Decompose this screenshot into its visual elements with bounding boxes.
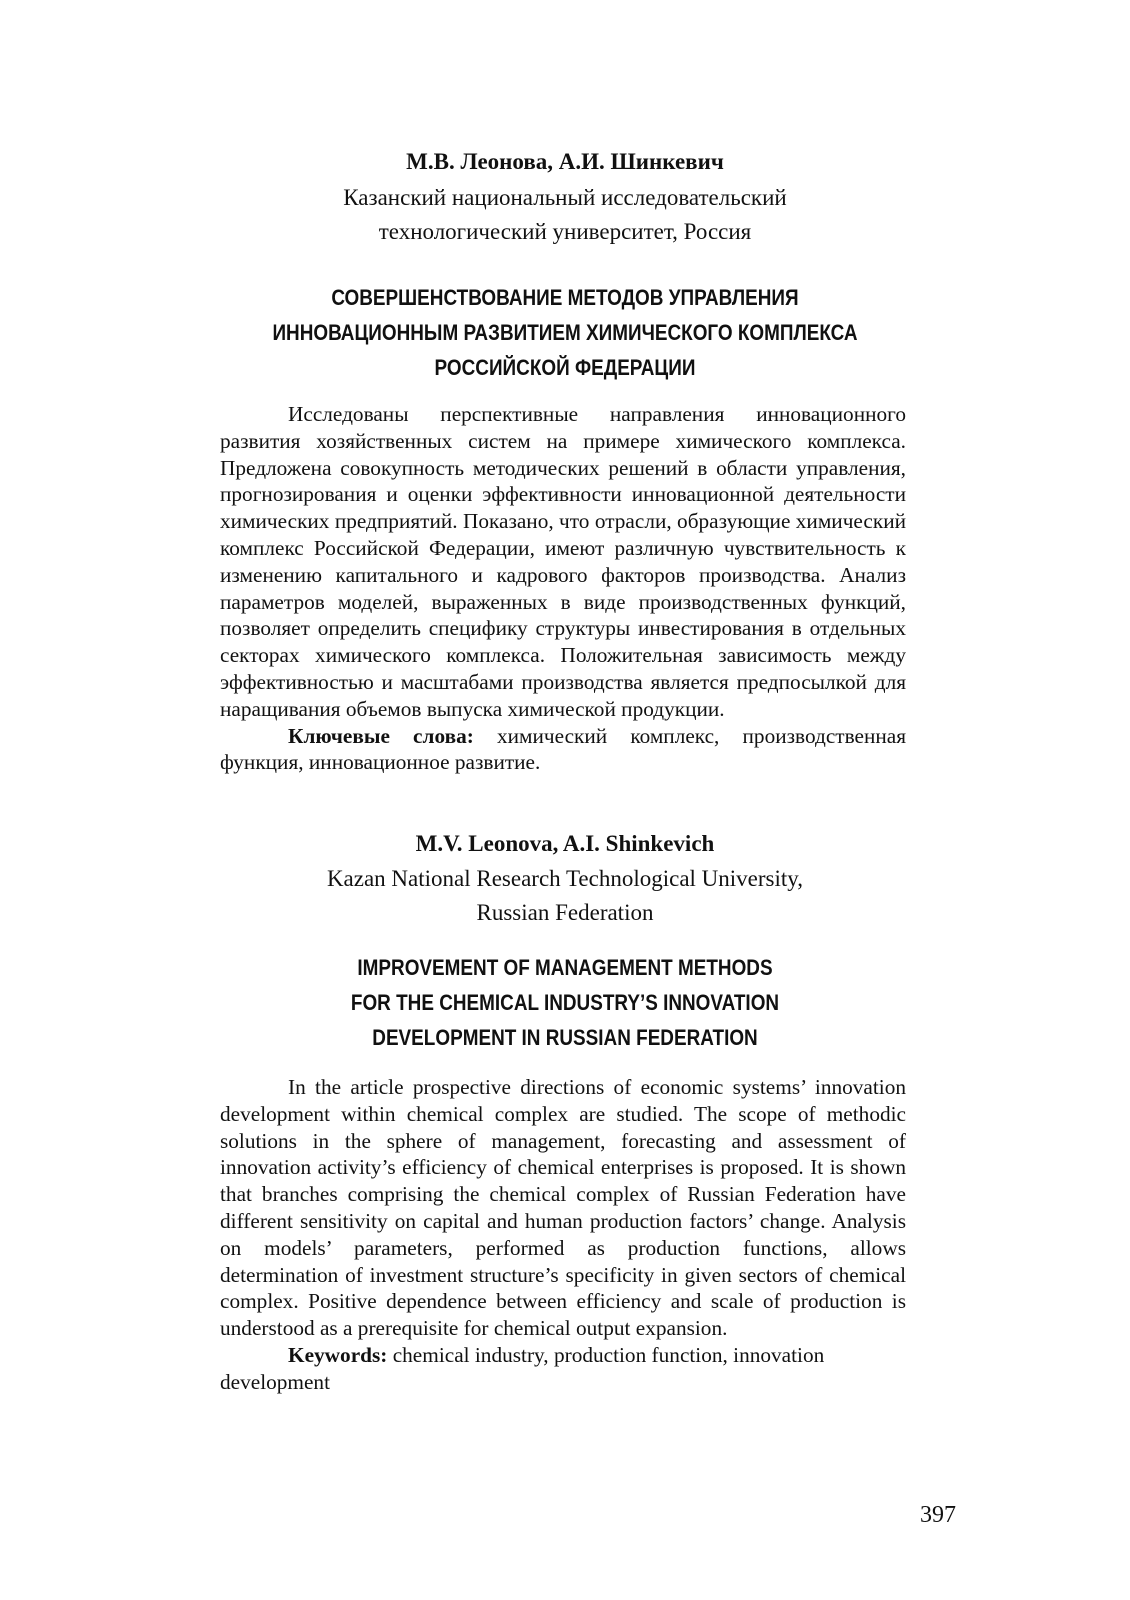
en-title-line-3: DEVELOPMENT IN RUSSIAN FEDERATION [372,1025,758,1050]
ru-keywords-label: Ключевые слова: [288,723,474,748]
ru-abstract: Исследованы перспективные направления инновационного развития хозяйственных систем на примере химического комплекса. Предложена совокупность методических решений в области управления, прогнозирования и оценки эффективности инновационной деятельности химических предприятий. Показано, что отрасли, образующие химический комплекс Российской Федерации, имеют различную чувствительность к изменению капитального и кадрового факторов производства. Анализ параметров моделей, выраженных в виде производственных функций, позволяет определить специфику структуры инвестирования в отдельных секторах химического комплекса. Положительная зависимость между эффективностью и масштабами производства является предпосылкой для наращивания объемов выпуска химической продукции. [220,402,906,721]
en-abstract-block [220,1074,906,1396]
en-keywords [220,1342,906,1396]
ru-title-line-3: РОССИЙСКОЙ ФЕДЕРАЦИИ [434,355,696,380]
page-number: 397 [920,1502,956,1528]
ru-affiliation-line-1: Казанский национальный исследовательский [343,185,787,210]
en-affiliation-line-1: Kazan National Research Technological University, [326,866,804,891]
ru-title-line-1: СОВЕРШЕНСТВОВАНИЕ МЕТОДОВ УПРАВЛЕНИЯ [331,285,799,310]
ru-title-line-2: ИННОВАЦИОННЫМ РАЗВИТИЕМ ХИМИЧЕСКОГО КОМПЛЕКСА [272,320,858,345]
en-authors: M.V. Leonova, A.I. Shinkevich [415,831,715,856]
en-affiliation-line-2: Russian Federation [476,900,654,925]
en-keywords-label: Keywords: [288,1342,388,1367]
ru-abstract-block [220,401,906,776]
en-title-line-1: IMPROVEMENT OF MANAGEMENT METHODS [357,955,773,980]
ru-keywords-text: химический комплекс, производственная функция, инновационное развитие. [220,723,906,775]
ru-authors: М.В. Леонова, А.И. Шинкевич [406,149,724,174]
ru-keywords [220,723,906,777]
en-abstract: In the article prospective directions of economic systems’ innovation development within chemical complex are studied. The scope of methodic solutions in the sphere of management, forecasting and assessment of innovation activity’s efficiency of chemical enterprises is proposed. It is shown that branches comprising the chemical complex of Russian Federation have different sensitivity on capital and human production factors’ change. Analysis on models’ parameters, performed as production functions, allows determination of investment structure’s specificity in given sectors of chemical complex. Positive dependence between efficiency and scale of production is understood as a prerequisite for chemical output expansion. [220,1075,906,1341]
en-keywords-text: chemical industry, production function, innovation development [220,1342,825,1394]
ru-affiliation-line-2: технологический университет, Россия [378,219,752,244]
en-title-line-2: FOR THE CHEMICAL INDUSTRY’S INNOVATION [350,990,780,1015]
